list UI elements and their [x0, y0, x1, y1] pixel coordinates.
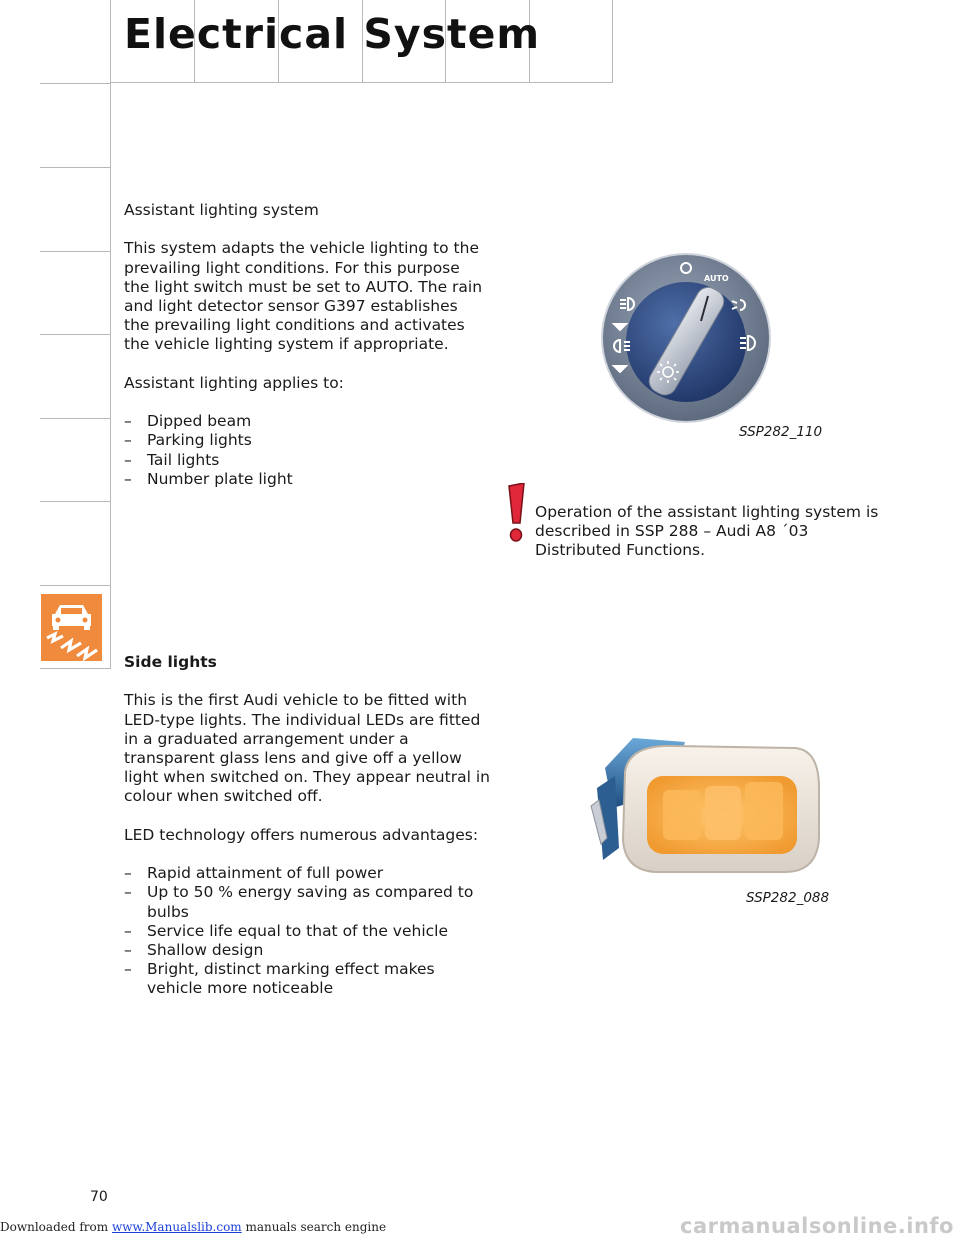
- advantages-intro: LED technology offers numerous advantages:: [124, 825, 479, 844]
- note-line: Distributed Functions.: [535, 541, 706, 560]
- list-item-continuation: [124, 903, 504, 922]
- light-switch-figure: [600, 252, 772, 424]
- note-line: described in SSP 288 – Audi A8 ´03: [535, 522, 809, 541]
- side-lights-paragraph-line: LED-type lights. The individual LEDs are fitted: [124, 710, 481, 729]
- grid-row-4: [40, 334, 111, 335]
- led-figure-caption: SSP282_088: [746, 890, 830, 906]
- list-item: – Up to 50 % energy saving as compared to: [124, 883, 474, 902]
- list-item: – Bright, distinct marking effect makes: [124, 960, 435, 979]
- side-lights-heading: Side lights: [124, 653, 217, 671]
- car-skid-icon: [41, 594, 102, 661]
- list-item-text: Service life equal to that of the vehicle: [147, 921, 449, 940]
- grid-row-8: [40, 668, 111, 669]
- list-item-text: Tail lights: [147, 450, 220, 469]
- switch-figure-caption: SSP282_110: [739, 424, 823, 440]
- list-item-text: vehicle more noticeable: [147, 979, 334, 998]
- assistant-lighting-section: [124, 201, 494, 489]
- footer-suffix: manuals search engine: [241, 1220, 387, 1234]
- note-line: Operation of the assistant lighting system is: [535, 503, 879, 521]
- grid-vertical-right: [612, 0, 613, 83]
- grid-row-1: [40, 83, 111, 84]
- manualslib-link[interactable]: www.Manualslib.com: [111, 1220, 242, 1234]
- note-text: [535, 503, 935, 561]
- side-lights-section: [124, 653, 504, 999]
- side-lights-paragraph-line: transparent glass lens and give off a yellow: [124, 749, 462, 767]
- watermark: carmanualsonline.info: [680, 1214, 954, 1238]
- list-item-text: Number plate light: [147, 469, 293, 488]
- applies-to-label: Assistant lighting applies to:: [124, 373, 344, 392]
- assistant-lighting-heading: Assistant lighting system: [124, 201, 319, 219]
- list-item-text: Parking lights: [147, 431, 252, 450]
- side-lights-paragraph-line: This is the first Audi vehicle to be fitted with: [124, 691, 468, 710]
- page-number: 70: [90, 1189, 108, 1205]
- list-item-text: Bright, distinct marking effect makes: [147, 960, 435, 979]
- download-footer: [0, 1220, 386, 1234]
- list-item: – Number plate light: [124, 469, 293, 488]
- grid-row-5: [40, 418, 111, 419]
- list-item-text: Shallow design: [147, 941, 264, 959]
- side-lights-paragraph-line: in a graduated arrangement under a: [124, 729, 409, 748]
- grid-row-2: [40, 167, 111, 168]
- list-item-text: Up to 50 % energy saving as compared to: [147, 883, 474, 902]
- assistant-paragraph-line: and light detector sensor G397 establishes: [124, 297, 458, 315]
- led-side-light-figure: [585, 728, 825, 878]
- list-item-text: Rapid attainment of full power: [147, 864, 384, 883]
- grid-row-3: [40, 251, 111, 252]
- list-item-continuation: [124, 979, 504, 998]
- grid-row-6: [40, 501, 111, 502]
- list-item: – Rapid attainment of full power: [124, 864, 384, 883]
- list-item: – Service life equal to that of the vehicle: [124, 921, 449, 940]
- assistant-paragraph-line: the prevailing light conditions and activates: [124, 316, 465, 335]
- list-item: – Dipped beam: [124, 412, 252, 431]
- list-item-text: Dipped beam: [147, 412, 252, 431]
- assistant-paragraph-line: prevailing light conditions. For this purpose: [124, 258, 460, 277]
- footer-prefix: Downloaded from: [0, 1220, 112, 1234]
- grid-row-7: [40, 585, 111, 586]
- assistant-paragraph-line: the light switch must be set to AUTO. The rain: [124, 277, 483, 296]
- side-lights-paragraph-line: colour when switched off.: [124, 787, 323, 806]
- list-item: – Parking lights: [124, 431, 252, 450]
- assistant-paragraph-line: the vehicle lighting system if appropriate.: [124, 335, 449, 354]
- side-lights-paragraph-line: light when switched on. They appear neutral in: [124, 768, 490, 787]
- exclamation-icon: [505, 483, 527, 543]
- list-item-text: bulbs: [147, 902, 189, 921]
- page-title: Electrical System: [124, 10, 541, 58]
- list-item: – Tail lights: [124, 450, 220, 469]
- auto-label: AUTO: [704, 274, 729, 283]
- list-item: – Shallow design: [124, 941, 264, 959]
- assistant-paragraph-line: This system adapts the vehicle lighting to the: [124, 239, 479, 258]
